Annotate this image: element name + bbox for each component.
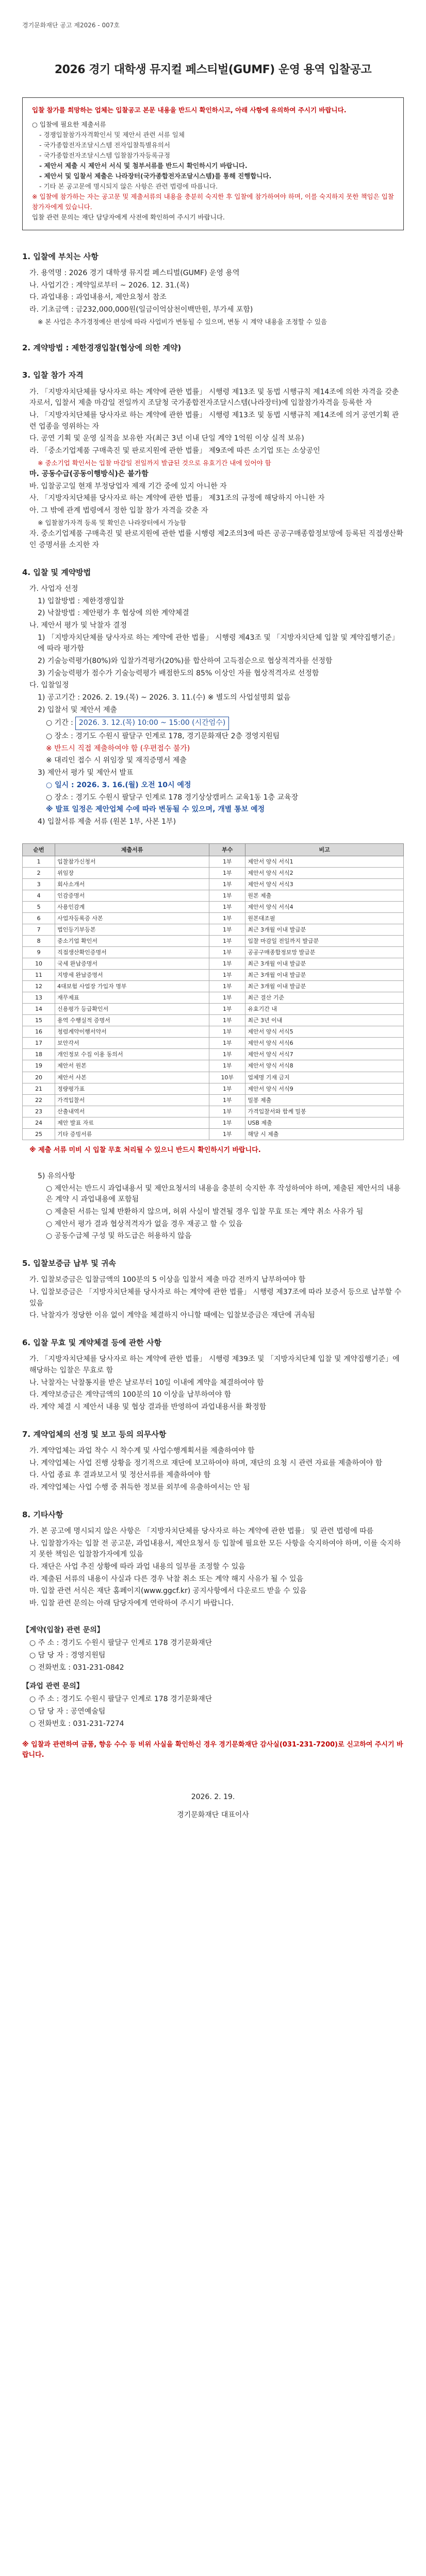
table-header-cell: 제출서류 [55,843,209,856]
table-cell: 22 [23,1094,55,1106]
table-cell: 제안서 양식 서식6 [245,1038,404,1049]
notice-page [22,0,404,1868]
table-cell: 1부 [209,878,245,890]
table-cell: 13 [23,992,55,1004]
table-cell: 제안서 양식 서식5 [245,1026,404,1038]
table-cell: 11 [23,970,55,981]
section-line: 가. 「지방자치단체를 당사자로 하는 계약에 관한 법률」 시행령 제13조 및 동법 시행규칙 제14조에 의한 자격을 갖춘 자로서, 입찰서 제출 마감일 전일까지 조달청 국가종합전자조달시스템(나라장터)에 입찰참가자격을 등록한 자 [29,387,399,408]
section-line: 다. 입찰일정 [29,681,69,690]
table-row [23,867,404,878]
table-cell: 제안서 양식 서식7 [245,1049,404,1060]
contact-line: ○ 전화번호 : 031-231-0842 [29,1663,124,1672]
section-line: 3) 기술능력평가 점수가 기술능력평가 배점한도의 85% 이상인 자를 협상적격자로 선정함 [38,669,319,677]
table-cell: 17 [23,1038,55,1049]
section-title: 1. 입찰에 부치는 사항 [22,251,99,261]
table-cell: 제안 발표 자료 [55,1117,209,1128]
submission-period [22,717,404,730]
section-title: 5. 입찰보증금 납부 및 귀속 [22,1259,116,1268]
section-line: 5) 유의사항 [38,1172,75,1180]
table-cell: 회사소개서 [55,878,209,890]
section-line: 가. 용역명 : 2026 경기 대학생 뮤지컬 페스티벌(GUMF) 운영 용역 [29,268,240,277]
section-line: ※ 대리인 접수 시 위임장 및 재직증명서 제출 [46,756,187,765]
table-cell: 1부 [209,856,245,867]
table-cell: 제안서 양식 서식8 [245,1060,404,1072]
table-cell: 산출내역서 [55,1106,209,1117]
section-line: 다. 낙찰자가 정당한 이유 없이 계약을 체결하지 아니할 때에는 입찰보증금은 재단에 귀속됨 [29,1311,315,1320]
table-row [23,958,404,970]
section [22,1337,404,1413]
documents-table-body [23,856,404,1140]
section-line: 2) 기술능력평가(80%)와 입찰가격평가(20%)를 합산하여 고득점순으로 협상적격자를 선정함 [38,656,333,665]
table-cell: 정량평가표 [55,1083,209,1094]
contact-line: ○ 주 소 : 경기도 수원시 팔달구 인계로 178 경기문화재단 [29,1695,212,1704]
section-line: 다. 공연 기획 및 운영 실적을 보유한 자(최근 3년 이내 단일 계약 1억원 이상 실적 보유) [29,434,304,443]
section-line: 1) 「지방자치단체를 당사자로 하는 계약에 관한 법률」 시행령 제43조 및 「지방자치단체 입찰 및 계약집행기준」에 따라 평가함 [38,633,399,653]
section-title: 2. 계약방법 : 제한경쟁입찰(협상에 의한 계약) [22,343,182,353]
table-cell: 20 [23,1072,55,1083]
table-cell: 1부 [209,981,245,992]
table-row [23,890,404,901]
section-line: 가. 입찰보증금은 입찰금액의 100분의 5 이상을 입찰서 제출 마감 전까지 납부하여야 함 [29,1276,306,1284]
table-cell: 청렴계약이행서약서 [55,1026,209,1038]
sections-continued [22,1171,404,1609]
table-cell: 5 [23,901,55,912]
section-line: 라. 「중소기업제품 구매촉진 및 판로지원에 관한 법률」 제9조에 따른 소기업 또는 소상공인 [29,447,320,455]
table-cell: 10 [23,958,55,970]
caution-lead: 입찰 참가를 희망하는 업체는 입찰공고 본문 내용을 반드시 확인하시고, 아래 사항에 유의하여 주시기 바랍니다. [32,106,347,114]
section [22,251,404,327]
section-line: ※ 발표 일정은 제안업체 수에 따라 변동될 수 있으며, 개별 통보 예정 [46,805,265,814]
table-cell: 1부 [209,935,245,946]
table-cell: 1부 [209,867,245,878]
table-cell: 8 [23,935,55,946]
contact-line: ○ 주 소 : 경기도 수원시 팔달구 인계로 178 경기문화재단 [29,1639,212,1648]
section-line: 2) 입찰서 및 제안서 제출 [38,705,117,714]
table-cell: 제안서 양식 서식3 [245,878,404,890]
table-cell: USB 제출 [245,1117,404,1128]
documents-note: ※ 제출 서류 미비 시 입찰 무효 처리될 수 있으니 반드시 확인하시기 바랍니다. [29,1146,261,1154]
contact-line: ○ 담 당 자 : 공연예술팀 [29,1707,106,1716]
table-cell: 가격입찰서와 함께 밀봉 [245,1106,404,1117]
table-row [23,981,404,992]
table-cell: 1부 [209,1106,245,1117]
section-line: 나. 제안서 평가 및 낙찰자 결정 [29,621,127,630]
table-header-cell: 비고 [245,843,404,856]
table-cell: 12 [23,981,55,992]
table-cell: 최근 3개월 이내 발급분 [245,924,404,935]
table-cell: 23 [23,1106,55,1117]
table-row [23,856,404,867]
section-line: 1) 공고기간 : 2026. 2. 19.(목) ~ 2026. 3. 11.(수) ※ 별도의 사업설명회 없음 [38,693,291,702]
section-line: 다. 과업내용 : 과업내용서, 제안요청서 참조 [29,293,167,302]
section-line: 3) 제안서 평가 및 제안서 발표 [38,769,134,777]
table-row [23,1038,404,1049]
table-cell: 25 [23,1128,55,1140]
table-cell: 1부 [209,1083,245,1094]
footer-note: ※ 입찰과 관련하여 금품, 향응 수수 등 비위 사실을 확인하신 경우 경기문화재단 감사실(031-231-7200)로 신고하여 주시기 바랍니다. [22,1741,403,1759]
table-cell: 1부 [209,1026,245,1038]
section [22,1171,404,1242]
table-cell: 최근 3년 이내 [245,1015,404,1026]
table-cell: 원본대조필 [245,912,404,924]
table-cell: 기타 증빙서류 [55,1128,209,1140]
contact-line: ○ 전화번호 : 031-231-7274 [29,1719,124,1728]
table-cell: 10부 [209,1072,245,1083]
section-line: 다. 사업 종료 후 결과보고서 및 정산서류를 제출하여야 함 [29,1471,211,1480]
section-line: 나. 낙찰자는 낙찰통지를 받은 날로부터 10일 이내에 계약을 체결하여야 함 [29,1378,264,1387]
table-cell: 최근 3개월 이내 발급분 [245,970,404,981]
section-line: 다. 계약보증금은 계약금액의 100분의 10 이상을 납부하여야 함 [29,1391,232,1399]
table-row [23,1004,404,1015]
section-title: 6. 입찰 무효 및 계약체결 등에 관한 사항 [22,1338,162,1348]
table-cell: 해당 시 제출 [245,1128,404,1140]
section-line: ○ 일시 : 2026. 3. 16.(월) 오전 10시 예정 [46,781,191,789]
table-cell: 국세 완납증명서 [55,958,209,970]
section-line: ○ 장소 : 경기도 수원시 팔달구 인계로 178, 경기문화재단 2층 경영지원팀 [46,732,280,741]
table-row [23,878,404,890]
section-line: 라. 계약업체는 사업 수행 중 취득한 정보를 외부에 유출하여서는 안 됨 [29,1483,250,1492]
table-cell: 24 [23,1117,55,1128]
table-row [23,935,404,946]
notice-number: 경기문화재단 공고 제2026 - 007호 [22,22,120,29]
table-cell: 제안서 원본 [55,1060,209,1072]
table-cell: 1부 [209,890,245,901]
section-line: 라. 기초금액 : 금232,000,000원(일금이억삼천이백만원, 부가세 포함) [29,306,253,314]
table-cell: 원본 제출 [245,890,404,901]
table-cell: 3 [23,878,55,890]
section [22,1258,404,1321]
section-line: 4) 입찰서류 제출 서류 (원본 1부, 사본 1부) [38,817,176,826]
table-row [23,912,404,924]
table-row [23,992,404,1004]
table-cell: 입찰참가신청서 [55,856,209,867]
section-line: 마. 공동수급(공동이행방식)은 불가함 [29,470,149,479]
section-line: 자. 중소기업제품 구매촉진 및 판로지원에 관한 법률 시행령 제2조의3에 따른 공공구매종합정보망에 등록된 직접생산확인 증명서를 소지한 자 [29,530,403,549]
section-line: ○ 공동수급체 구성 및 하도급은 허용하지 않음 [46,1232,192,1241]
section-line: 바. 입찰 관련 문의는 아래 담당자에게 연락하여 주시기 바랍니다. [29,1599,234,1608]
table-cell: 직접생산확인증명서 [55,946,209,958]
table-cell: 최근 결산 기준 [245,992,404,1004]
table-cell: 6 [23,912,55,924]
caution-item: - 국가종합전자조달시스템 입찰참가자등록규정 [39,151,170,159]
table-cell: 14 [23,1004,55,1015]
caution-item: ※ 입찰에 참가하는 자는 공고문 및 제출서류의 내용을 충분히 숙지한 후 입찰에 참가하여야 하며, 이를 숙지하지 못한 책임은 입찰참가자에게 있습니다. [32,192,394,211]
section-line: ※ 입찰참가자격 등록 및 확인은 나라장터에서 가능함 [38,518,186,527]
table-cell: 중소기업 확인서 [55,935,209,946]
table-cell: 신용평가 등급확인서 [55,1004,209,1015]
section-line: 가. 본 공고에 명시되지 않은 사항은 「지방자치단체를 당사자로 하는 계약에 관한 법률」 및 관련 법령에 따름 [29,1527,374,1535]
contact-title: 【계약(입찰) 관련 문의】 [22,1625,104,1634]
table-cell: 15 [23,1015,55,1026]
section-line: 1) 입찰방법 : 제한경쟁입찰 [38,597,124,605]
caution-box [22,97,404,230]
section [22,342,404,354]
table-cell: 1부 [209,1004,245,1015]
section [22,567,404,828]
section-line: 사. 「지방자치단체를 당사자로 하는 계약에 관한 법률」 제31조의 규정에 해당하지 아니한 자 [29,494,325,503]
section-line: 바. 입찰공고일 현재 부정당업자 제재 기간 중에 있지 아니한 자 [29,482,227,490]
section-line: ※ 반드시 직접 제출하여야 함 (우편접수 불가) [46,744,190,753]
table-cell: 법인등기부등본 [55,924,209,935]
section-line: 가. 「지방자치단체를 당사자로 하는 계약에 관한 법률」 시행령 제39조 및 「지방자치단체 입찰 및 계약집행기준」에 해당하는 입찰은 무효로 함 [29,1355,400,1375]
section-line: 나. 계약업체는 사업 진행 상황을 정기적으로 재단에 보고하여야 하며, 재단의 요청 시 관련 자료를 제출하여야 함 [29,1459,383,1467]
table-cell: 제안서 양식 서식1 [245,856,404,867]
table-cell: 16 [23,1026,55,1038]
table-row [23,1083,404,1094]
table-cell: 공공구매종합정보망 발급분 [245,946,404,958]
contact-line: ○ 담 당 자 : 경영지원팀 [29,1651,106,1660]
issuer: 경기문화재단 대표이사 [177,1811,249,1820]
table-row [23,1015,404,1026]
table-cell: 사업자등록증 사본 [55,912,209,924]
page-title: 2026 경기 대학생 뮤지컬 페스티벌(GUMF) 운영 용역 입찰공고 [54,63,372,76]
table-cell: 제안서 양식 서식4 [245,901,404,912]
section-line: 라. 계약 체결 시 제안서 내용 및 협상 결과를 반영하여 과업내용서를 확정함 [29,1403,267,1412]
table-cell: 1부 [209,970,245,981]
contact-title: 【과업 관련 문의】 [22,1682,84,1690]
caution-item: ○ 입찰에 필요한 제출서류 [32,120,106,128]
table-cell: 가격입찰서 [55,1094,209,1106]
table-cell: 4 [23,890,55,901]
table-cell: 재무제표 [55,992,209,1004]
table-cell: 19 [23,1060,55,1072]
table-cell: 1부 [209,912,245,924]
table-cell: 제안서 양식 서식2 [245,867,404,878]
table-cell: 18 [23,1049,55,1060]
table-row [23,1026,404,1038]
table-row [23,1128,404,1140]
table-header-cell: 부수 [209,843,245,856]
caution-item: - 제안서 제출 시 제안서 서식 및 첨부서류를 반드시 확인하시기 바랍니다. [39,161,248,170]
table-cell: 밀봉 제출 [245,1094,404,1106]
sections [22,251,404,828]
table-cell: 1부 [209,946,245,958]
section-line: 라. 제출된 서류의 내용이 사실과 다른 경우 낙찰 취소 또는 계약 해지 사유가 될 수 있음 [29,1574,304,1583]
table-row [23,1094,404,1106]
table-cell: 2 [23,867,55,878]
section-line: 다. 재단은 사업 추진 상황에 따라 과업 내용의 일부를 조정할 수 있음 [29,1563,245,1571]
table-row [23,1049,404,1060]
section-line: 아. 그 밖에 관계 법령에서 정한 입찰 참가 자격을 갖춘 자 [29,506,208,515]
caution-item: - 기타 본 공고문에 명시되지 않은 사항은 관련 법령에 따릅니다. [39,182,218,190]
table-cell: 1부 [209,958,245,970]
section-line: ※ 중소기업 확인서는 입찰 마감일 전일까지 발급된 것으로 유효기간 내에 있어야 함 [38,459,271,467]
table-row [23,1060,404,1072]
table-cell: 최근 3개월 이내 발급분 [245,981,404,992]
table-cell: 7 [23,924,55,935]
table-cell: 1부 [209,1128,245,1140]
table-cell: 지방세 완납증명서 [55,970,209,981]
table-cell: 1부 [209,1038,245,1049]
caution-item: - 제안서 및 입찰서 제출은 나라장터(국가종합전자조달시스템)를 통해 진행합니다. [39,172,272,180]
section-line: 나. 입찰보증금은 「지방자치단체를 당사자로 하는 계약에 관한 법률」 시행령 제37조에 따라 보증서 등으로 납부할 수 있음 [29,1287,402,1308]
table-cell: 1부 [209,901,245,912]
caution-list [32,120,394,223]
section-line: 나. 「지방자치단체를 당사자로 하는 계약에 관한 법률」 시행령 제13조 및 동법 시행규칙 제14조에 의거 공연기획 관련 업종을 영위하는 자 [29,411,399,431]
section-line: ○ 제안서는 반드시 과업내용서 및 제안요청서의 내용을 충분히 숙지한 후 작성하여야 하며, 제출된 제안서의 내용은 계약 시 과업내용에 포함됨 [46,1184,401,1204]
table-cell: 사용인감계 [55,901,209,912]
table-cell: 1부 [209,1060,245,1072]
period-value: 2026. 3. 12.(목) 10:00 ~ 15:00 (시간엄수) [75,717,229,730]
table-row [23,1117,404,1128]
section-title: 7. 계약업체의 선정 및 보고 등의 의무사항 [22,1429,167,1439]
section-line: 나. 입찰참가자는 입찰 전 공고문, 과업내용서, 제안요청서 등 입찰에 필요한 모든 사항을 숙지하여야 하며, 이를 숙지하지 못한 책임은 입찰참가자에게 있음 [29,1539,401,1559]
section-line: 2) 낙찰방법 : 제안평가 후 협상에 의한 계약체결 [38,609,189,618]
table-cell: 9 [23,946,55,958]
table-cell: 제안서 사본 [55,1072,209,1083]
table-cell: 21 [23,1083,55,1094]
table-header-cell: 순번 [23,843,55,856]
table-cell: 1부 [209,1117,245,1128]
table-row [23,946,404,958]
table-row [23,924,404,935]
table-cell: 1부 [209,1015,245,1026]
section [22,1429,404,1494]
section-line: 가. 계약업체는 과업 착수 시 착수계 및 사업수행계획서를 제출하여야 함 [29,1446,255,1455]
section-line: 마. 입찰 관련 서식은 재단 홈페이지(www.ggcf.kr) 공지사항에서 다운로드 받을 수 있음 [29,1587,307,1596]
section-line: ○ 제출된 서류는 일체 반환하지 않으며, 허위 사실이 발견될 경우 입찰 무효 또는 계약 취소 사유가 됨 [46,1207,364,1216]
section-line: ○ 제안서 평가 결과 협상적격자가 없을 경우 재공고 할 수 있음 [46,1219,243,1228]
table-row [23,970,404,981]
caution-item: - 경쟁입찰참가자격확인서 및 제안서 관련 서류 일체 [39,130,185,139]
table-cell: 1부 [209,924,245,935]
section-title: 4. 입찰 및 계약방법 [22,567,91,577]
documents-table [22,843,404,1140]
table-cell: 위임장 [55,867,209,878]
table-cell: 1 [23,856,55,867]
caution-item: - 국가종합전자조달시스템 전자입찰특별유의서 [39,141,170,149]
section [22,369,404,551]
section-line: 나. 사업기간 : 계약일로부터 ~ 2026. 12. 31.(목) [29,281,189,290]
table-row [23,901,404,912]
table-cell: 4대보험 사업장 가입자 명부 [55,981,209,992]
table-cell: 1부 [209,1094,245,1106]
table-cell: 제안서 양식 서식9 [245,1083,404,1094]
caution-item: 입찰 관련 문의는 재단 담당자에게 사전에 확인하여 주시기 바랍니다. [32,213,225,221]
period-label: ○ 기간 : [46,719,73,727]
section-title: 8. 기타사항 [22,1510,63,1519]
table-cell: 인감증명서 [55,890,209,901]
notice-date: 2026. 2. 19. [191,1792,235,1801]
table-cell: 개인정보 수집 이용 동의서 [55,1049,209,1060]
table-cell: 1부 [209,992,245,1004]
table-cell: 보안각서 [55,1038,209,1049]
section-line: ○ 장소 : 경기도 수원시 팔달구 인계로 178 경기상상캠퍼스 교육1동 1층 교육장 [46,793,299,802]
table-cell: 유효기간 내 [245,1004,404,1015]
section-line: 가. 사업자 선정 [29,584,78,593]
table-cell: 1부 [209,1049,245,1060]
table-row [23,1072,404,1083]
section-title: 3. 입찰 참가 자격 [22,370,84,380]
section-line: ※ 본 사업은 추가경정예산 편성에 따라 사업비가 변동될 수 있으며, 변동 시 계약 내용을 조정할 수 있음 [38,317,327,326]
table-cell: 업체명 기재 금지 [245,1072,404,1083]
table-cell: 용역 수행실적 증명서 [55,1015,209,1026]
table-cell: 입찰 마감일 전일까지 발급분 [245,935,404,946]
contacts [22,1625,404,1730]
documents-table-header [23,843,404,856]
table-row [23,1106,404,1117]
section [22,1509,404,1609]
table-cell: 최근 3개월 이내 발급분 [245,958,404,970]
